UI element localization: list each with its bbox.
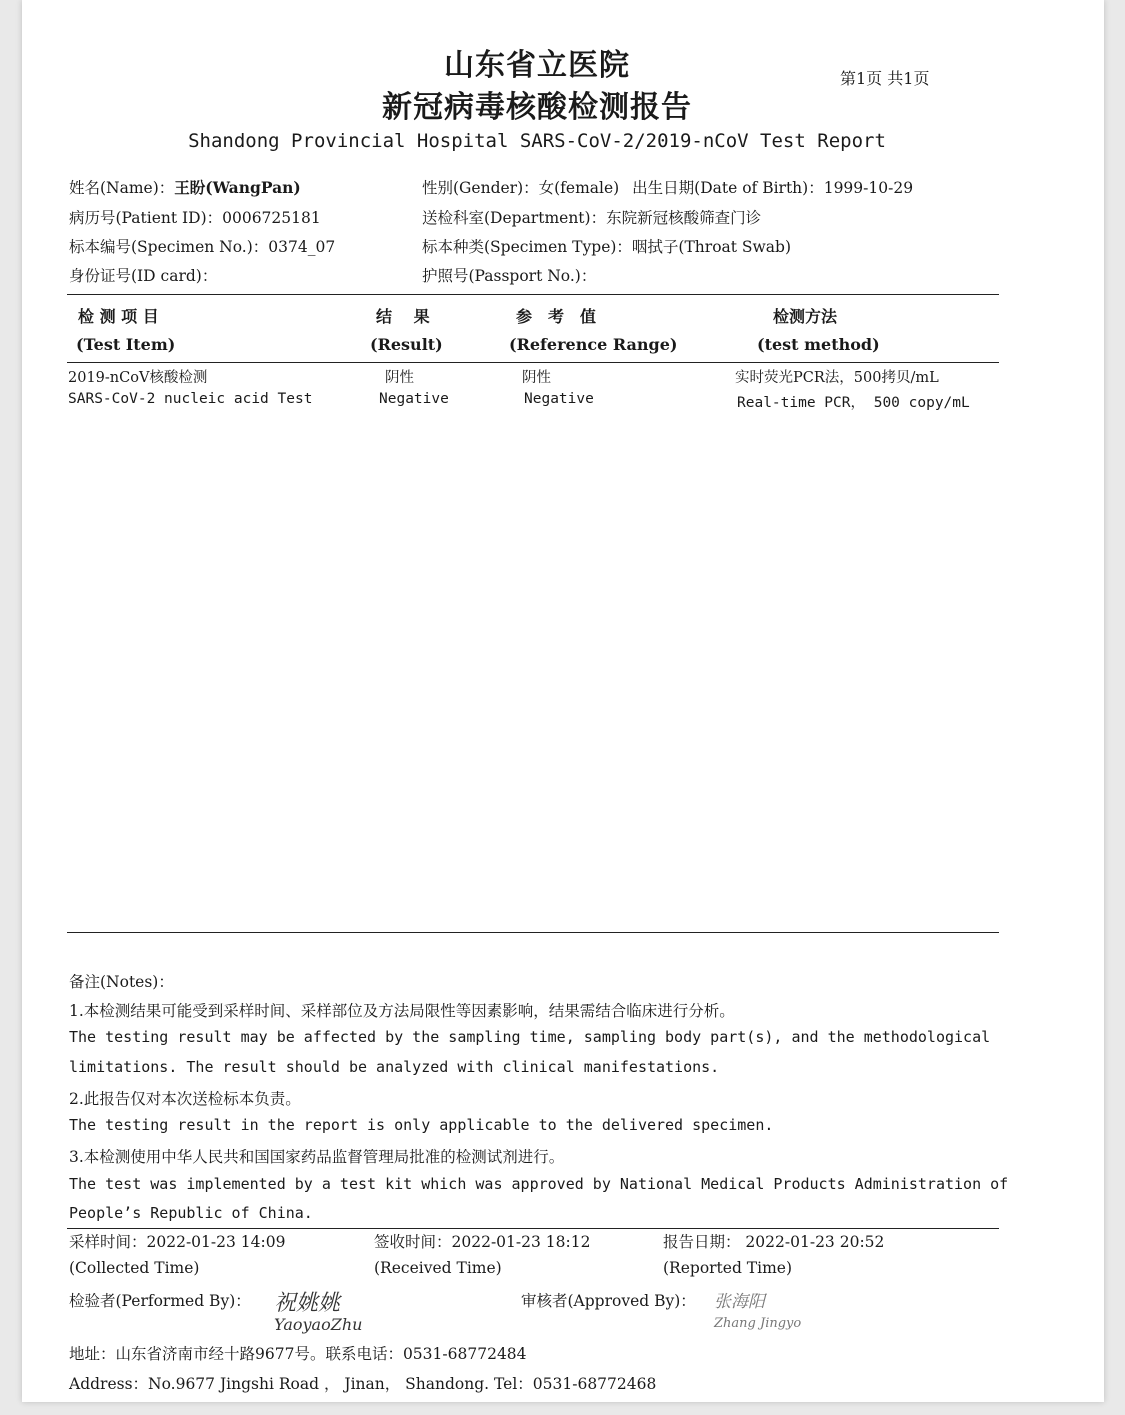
header-result-cn: 结 果 [376,307,430,326]
table-top-rule [67,294,999,295]
note-line: 2.此报告仅对本次送检标本负责。 [69,1090,301,1108]
received-time: 签收时间：2022-01-23 18:12 [374,1233,591,1251]
specimen-type-field: 标本种类(Specimen Type)：咽拭子(Throat Swab) [422,238,792,256]
address-cn: 地址：山东省济南市经十路9677号。联系电话：0531-68772484 [69,1345,527,1363]
hospital-name: 山东省立医院 [444,48,630,83]
received-time-en: (Received Time) [374,1259,502,1277]
reported-time: 报告日期： 2022-01-23 20:52 [663,1233,885,1251]
header-reference-cn: 参 考 值 [516,307,597,326]
header-result-en: (Result) [370,335,443,354]
note-line: 1.本检测结果可能受到采样时间、采样部位及方法局限性等因素影响，结果需结合临床进行分析。 [69,1002,735,1020]
page-info: 第1页 共1页 [840,69,930,88]
collected-time-en: (Collected Time) [69,1259,200,1277]
header-test-item-cn: 检 测 项 目 [78,307,159,326]
name-value: 王盼(WangPan) [174,178,301,197]
address-en: Address：No.9677 Jingshi Road ， Jinan， Shandong. Tel：0531-68772468 [69,1375,657,1393]
department-field: 送检科室(Department)：东院新冠核酸筛查门诊 [422,209,762,227]
report-page [22,0,1104,1402]
method-en: Real-time PCR， 500 copy/mL [737,395,970,411]
test-item-en: SARS-CoV-2 nucleic acid Test [68,391,313,407]
id-card-field: 身份证号(ID card)： [69,267,218,285]
header-method-cn: 检测方法 [773,307,838,326]
specimen-no-field: 标本编号(Specimen No.)：0374_07 [69,238,336,256]
approved-by-label: 审核者(Approved By)： [521,1292,696,1310]
table-bottom-rule [67,932,999,933]
header-reference-en: (Reference Range) [509,335,678,354]
note-line: The testing result in the report is only applicable to the delivered specimen. [69,1116,774,1134]
report-title: 新冠病毒核酸检测报告 [382,90,692,125]
note-line: People’s Republic of China. [69,1204,313,1222]
english-title: Shandong Provincial Hospital SARS-CoV-2/2019-nCoV Test Report [188,130,886,152]
reported-time-en: (Reported Time) [663,1259,793,1277]
table-header-rule [67,362,999,363]
approver-signature-en: Zhang Jingyo [714,1316,802,1331]
reference-en: Negative [524,391,594,407]
notes-title: 备注(Notes)： [69,973,174,991]
performer-signature-en: YaoyaoZhu [274,1315,363,1334]
note-line: 3.本检测使用中华人民共和国国家药品监督管理局批准的检测试剂进行。 [69,1148,565,1166]
name-label: 姓名(Name)： [69,179,175,197]
performer-signature-cn: 祝姚姚 [274,1291,341,1316]
performed-by-label: 检验者(Performed By)： [69,1292,251,1310]
collected-time: 采样时间：2022-01-23 14:09 [69,1233,286,1251]
note-line: The test was implemented by a test kit which was approved by National Medical Products Administration of [69,1175,1009,1193]
header-method-en: (test method) [757,335,880,354]
result-en: Negative [379,391,449,407]
approver-signature-cn: 张海阳 [714,1292,765,1312]
header-test-item-en: (Test Item) [76,335,176,354]
passport-field: 护照号(Passport No.)： [422,267,597,285]
patient-name-row [69,176,301,198]
test-item-cn: 2019-nCoV核酸检测 [68,370,208,386]
reference-cn: 阴性 [522,370,551,386]
patient-id-field: 病历号(Patient ID)：0006725181 [69,209,321,227]
footer-rule [67,1228,999,1229]
gender-text: 性别(Gender)：女(female) [422,179,620,197]
method-cn: 实时荧光PCR法，500拷贝/mL [735,370,939,386]
note-line: The testing result may be affected by the sampling time, sampling body part(s), and the methodological [69,1028,991,1046]
gender-field [422,176,913,198]
note-line: limitations. The result should be analyzed with clinical manifestations. [69,1058,720,1076]
result-cn: 阴性 [385,370,414,386]
dob-text: 出生日期(Date of Birth)：1999-10-29 [632,179,914,197]
